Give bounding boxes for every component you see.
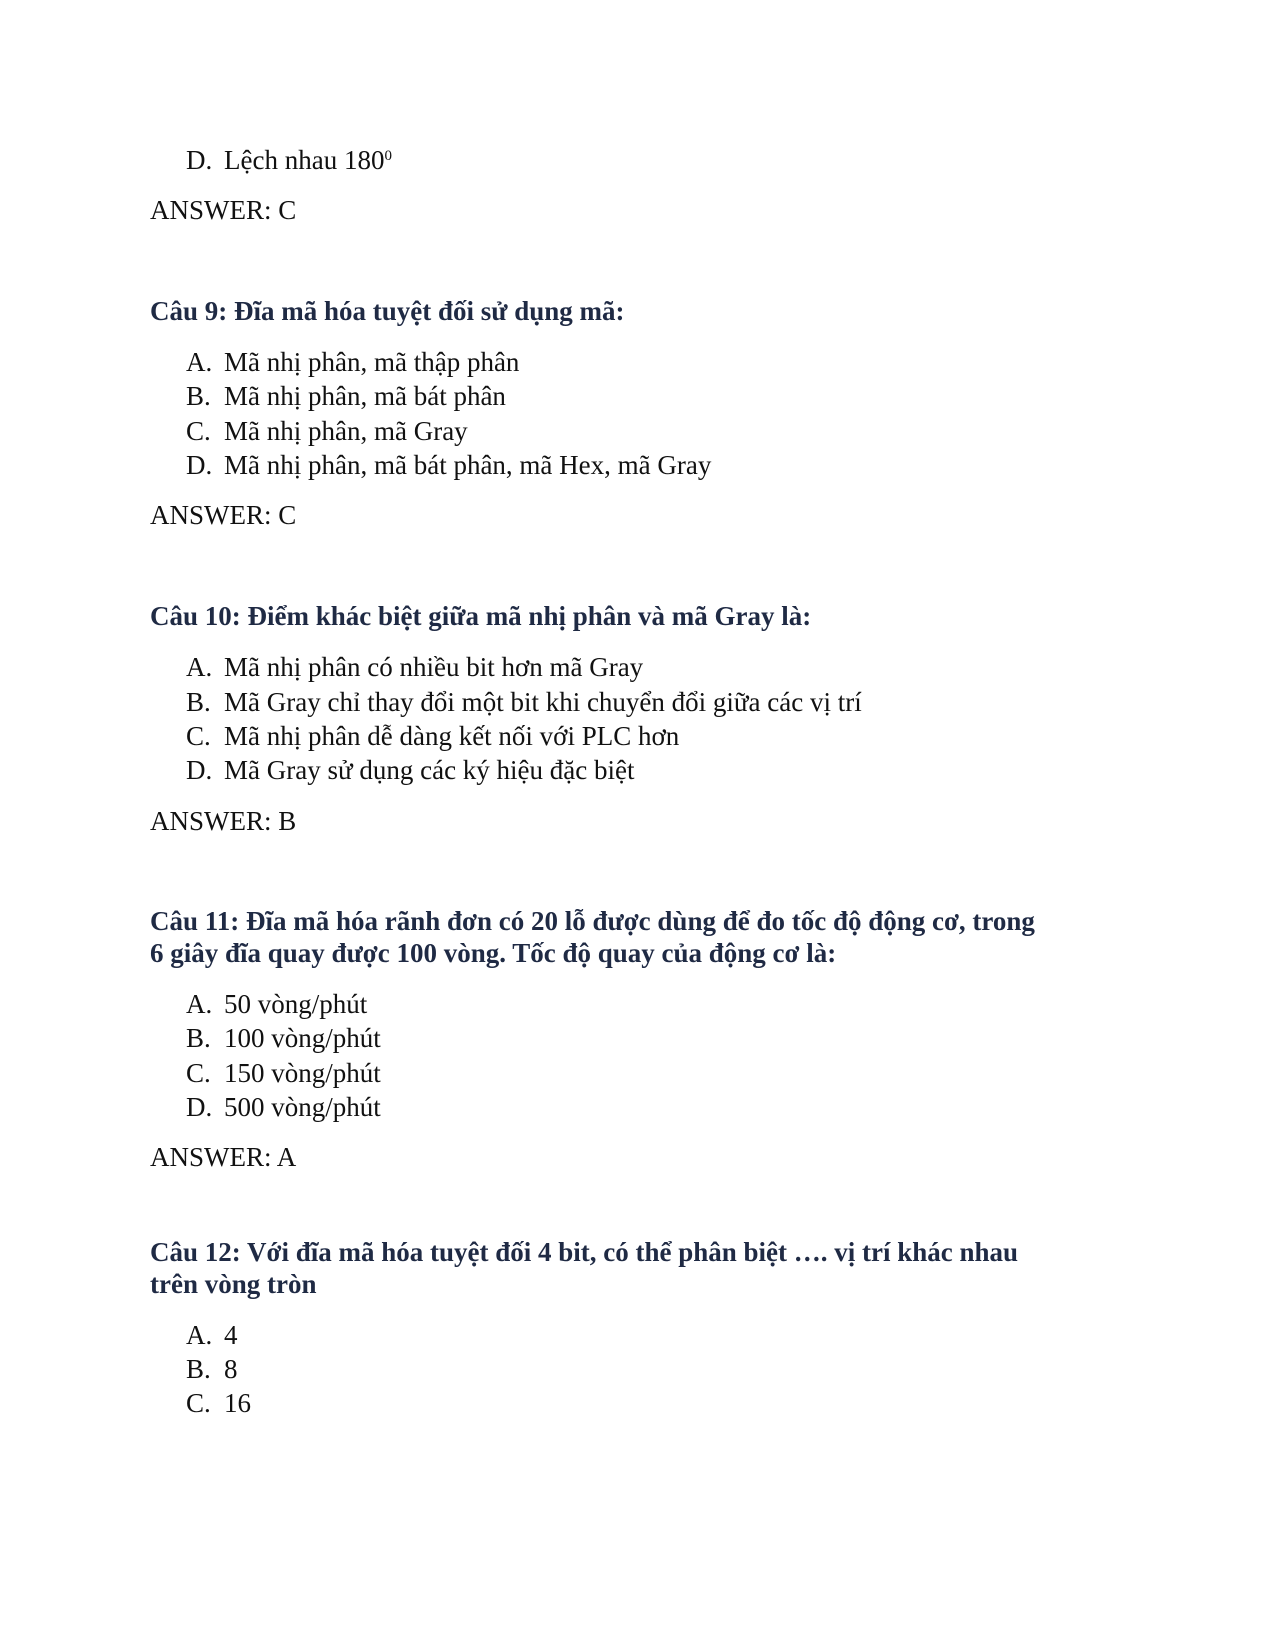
option-text: Lệch nhau 180 — [224, 145, 385, 175]
option-text: Mã Gray sử dụng các ký hiệu đặc biệt — [224, 755, 635, 785]
question-12-title-line-2: trên vòng tròn — [150, 1269, 317, 1299]
option-letter: C. — [186, 1058, 211, 1088]
q10-option-b — [186, 685, 862, 719]
option-letter: A. — [186, 989, 213, 1019]
option-letter: A. — [186, 652, 213, 682]
option-text: Mã nhị phân, mã bát phân, mã Hex, mã Gray — [224, 450, 712, 480]
question-11-title-line-2: 6 giây đĩa quay được 100 vòng. Tốc độ quay của động cơ là: — [150, 938, 837, 968]
option-text: 4 — [224, 1320, 238, 1350]
option-text: Mã nhị phân, mã thập phân — [224, 347, 520, 377]
q11-option-c — [186, 1056, 381, 1090]
option-letter: B. — [186, 687, 211, 717]
option-letter: B. — [186, 381, 211, 411]
q10-answer: ANSWER: B — [150, 806, 297, 836]
option-text: 16 — [224, 1388, 251, 1418]
question-10-title: Câu 10: Điểm khác biệt giữa mã nhị phân và mã Gray là: — [150, 601, 812, 631]
q11-option-a — [186, 987, 367, 1021]
option-letter: B. — [186, 1354, 211, 1384]
option-letter: A. — [186, 347, 213, 377]
option-text: 100 vòng/phút — [224, 1023, 381, 1053]
option-letter: D. — [186, 450, 213, 480]
option-text: Mã nhị phân có nhiều bit hơn mã Gray — [224, 652, 644, 682]
option-letter: D. — [186, 145, 213, 175]
option-letter: C. — [186, 1388, 211, 1418]
option-text: 500 vòng/phút — [224, 1092, 381, 1122]
answer-prev: ANSWER: C — [150, 195, 297, 225]
option-letter: D. — [186, 1092, 213, 1122]
q12-option-a — [186, 1318, 238, 1352]
degree-superscript: 0 — [384, 148, 392, 164]
q10-option-d — [186, 753, 635, 787]
question-12-title-line-1: Câu 12: Với đĩa mã hóa tuyệt đối 4 bit, có thể phân biệt …. vị trí khác nhau — [150, 1237, 1019, 1267]
q11-option-d — [186, 1090, 381, 1124]
q12-option-b — [186, 1352, 238, 1386]
option-text: Mã nhị phân, mã bát phân — [224, 381, 506, 411]
q9-option-b — [186, 379, 506, 413]
option-letter: B. — [186, 1023, 211, 1053]
option-text: Mã nhị phân dễ dàng kết nối với PLC hơn — [224, 721, 680, 751]
q10-option-c — [186, 719, 679, 753]
option-letter: C. — [186, 416, 211, 446]
option-text: 8 — [224, 1354, 238, 1384]
option-letter: C. — [186, 721, 211, 751]
option-d-prev — [186, 143, 392, 177]
q11-answer: ANSWER: A — [150, 1142, 297, 1172]
q10-option-a — [186, 650, 643, 684]
option-letter: A. — [186, 1320, 213, 1350]
option-text: Mã Gray chỉ thay đổi một bit khi chuyển đổi giữa các vị trí — [224, 687, 862, 717]
option-letter: D. — [186, 755, 213, 785]
q9-answer: ANSWER: C — [150, 500, 297, 530]
question-9-title: Câu 9: Đĩa mã hóa tuyệt đối sử dụng mã: — [150, 296, 625, 326]
q11-option-b — [186, 1021, 381, 1055]
q9-option-d — [186, 448, 711, 482]
q12-option-c — [186, 1386, 251, 1420]
q9-option-a — [186, 345, 519, 379]
option-text: Mã nhị phân, mã Gray — [224, 416, 468, 446]
option-text: 150 vòng/phút — [224, 1058, 381, 1088]
q9-option-c — [186, 414, 468, 448]
question-11-title-line-1: Câu 11: Đĩa mã hóa rãnh đơn có 20 lỗ được dùng để đo tốc độ động cơ, trong — [150, 906, 1035, 936]
option-text: 50 vòng/phút — [224, 989, 368, 1019]
